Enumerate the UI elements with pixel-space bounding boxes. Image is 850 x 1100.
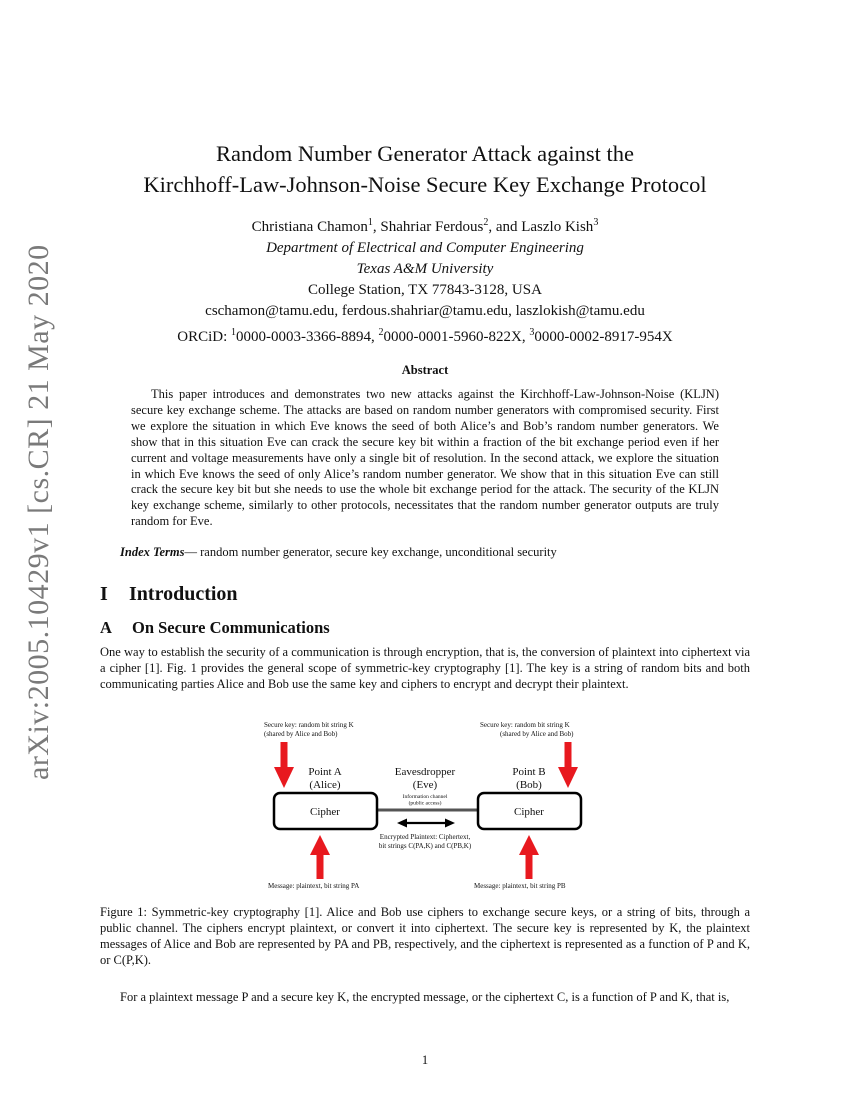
- subsection-heading: A On Secure Communications: [100, 618, 330, 637]
- page-number: 1: [421, 1053, 429, 1067]
- intro-paragraph: One way to establish the security of a communication is through encryption, that is, the conversion of plaintext into ciphertext via a cipher [1]. Fig. 1 provides the general scope of symmetric-key cryptography [1]. The key is a string of random bits and both communicating parties Alice and Bob use the same key and ciphers to encrypt and decrypt their plaintext.: [100, 645, 750, 691]
- title-line-1: Random Number Generator Attack against the: [216, 141, 634, 166]
- point-a-sublabel: (Alice): [309, 779, 341, 791]
- title-line-2: Kirchhoff-Law-Johnson-Noise Secure Key Exchange Protocol: [143, 172, 707, 197]
- eve-sublabel: (Eve): [412, 779, 438, 791]
- right-message-label: Message: plaintext, bit string PB: [474, 882, 566, 890]
- index-terms: [120, 545, 557, 560]
- left-key-label: Secure key: random bit string K: [264, 721, 354, 729]
- point-a-label: Point A: [308, 766, 342, 778]
- abstract-text: This paper introduces and demonstrates two new attacks against the Kirchhoff-Law-Johnson-Noise (KLJN) secure key exchange scheme. The attacks are based on random number generators with compromised security. First we explore the situation in which Eve knows the seed of both Alice’s and Bob’s random number generators. We show that in this situation Eve can crack the secure key bit within a fraction of the bit exchange period even if her current and voltage measurements have only a single bit of resolution. In the second attack, we explore the situation in which Eve knows the seed of only Alice’s random number generator. We show that in this situation Eve can still crack the secure key bit but she needs to use the whole bit exchange period for the attack. The security of the KLJN key exchange scheme, similarly to other protocols, necessitates that the random number generator outputs are truly random for Eve.: [131, 387, 719, 529]
- left-key-arrow: [274, 742, 294, 788]
- right-key-sublabel: (shared by Alice and Bob): [500, 730, 574, 738]
- emails: cschamon@tamu.edu, ferdous.shahriar@tamu.edu, laszlokish@tamu.edu: [205, 303, 645, 319]
- left-key-sublabel: (shared by Alice and Bob): [264, 730, 338, 738]
- eve-label: Eavesdropper: [394, 766, 456, 778]
- author-names: Christiana Chamon$^1$, Shahriar Ferdous$^2$, and Laszlo Kish$^3$: [251, 217, 599, 235]
- right-key-label: Secure key: random bit string K: [480, 721, 570, 729]
- figure-diagram: [255, 715, 595, 895]
- section-heading: I Introduction: [100, 583, 238, 605]
- ciphertext-double-arrow: [397, 819, 455, 828]
- cipher-left-label: Cipher: [310, 806, 340, 818]
- point-b-label: Point B: [512, 766, 546, 778]
- caption-text: Symmetric-key cryptography [1]. Alice and Bob use ciphers to exchange secure keys, or a string of bits, through a public channel. The ciphers encrypt plaintext, or convert it into ciphertext. The secure key is represented by K, the plaintext messages of Alice and Bob are represented by PA and PB, respectively, and the ciphertext is represented as a function of P and K, or C(P,K).: [100, 905, 751, 967]
- author-block: [100, 212, 750, 348]
- paper-title: [100, 138, 750, 200]
- index-terms-text: — random number generator, secure key exchange, unconditional security: [184, 545, 557, 559]
- right-key-arrow: [558, 742, 578, 788]
- encrypted-sublabel: bit strings C(PA,K) and C(PB,K): [378, 842, 472, 850]
- figure-caption: [100, 905, 750, 969]
- right-message-arrow: [519, 835, 539, 879]
- university: Texas A&M University: [356, 261, 494, 277]
- left-message-arrow: [310, 835, 330, 879]
- encrypted-label: Encrypted Plaintext: Ciphertext,: [379, 833, 471, 841]
- caption-label: Figure 1:: [100, 905, 148, 919]
- left-message-label: Message: plaintext, bit string PA: [268, 882, 360, 890]
- point-b-sublabel: (Bob): [516, 779, 542, 791]
- figure-1: [255, 715, 595, 895]
- body-paragraph-2: For a plaintext message P and a secure key K, the encrypted message, or the ciphertext C, is a function of P and K, that is,: [120, 990, 730, 1004]
- department: Department of Electrical and Computer Engineering: [266, 240, 584, 256]
- channel-label: Information channel: [402, 794, 448, 800]
- cipher-right-label: Cipher: [514, 806, 544, 818]
- index-terms-label: Index Terms: [120, 545, 185, 559]
- channel-sublabel: (public access): [408, 800, 442, 807]
- address: College Station, TX 77843-3128, USA: [308, 282, 542, 298]
- orcid: ORCiD: $^1$0000-0003-3366-8894, $^2$0000-0001-5960-822X, $^3$0000-0002-8917-954X: [177, 327, 673, 345]
- abstract-heading: Abstract: [401, 363, 449, 377]
- arxiv-identifier: arXiv:2005.10429v1 [cs.CR] 21 May 2020: [22, 244, 55, 780]
